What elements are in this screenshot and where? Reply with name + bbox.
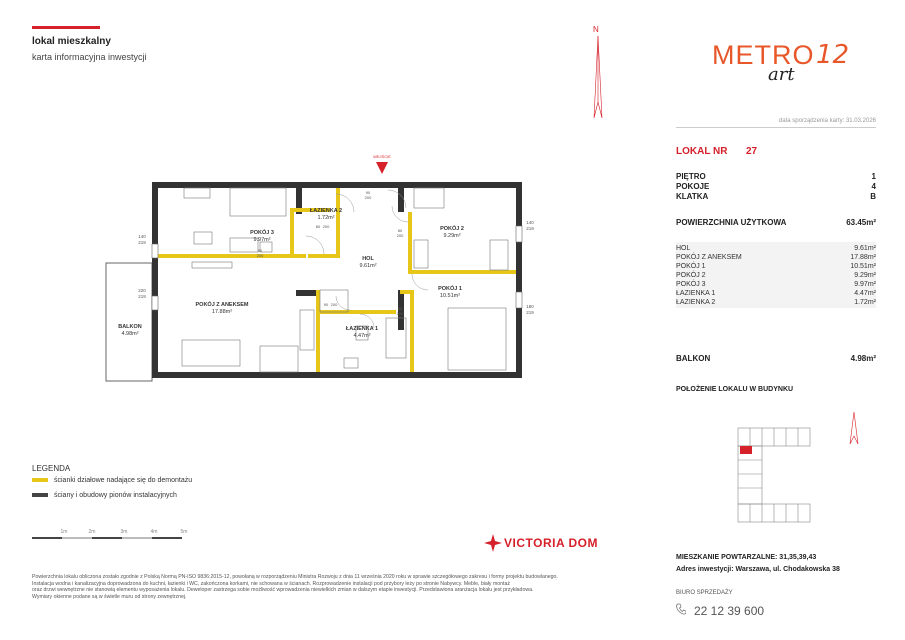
sales-office-label: BIURO SPRZEDAŻY (676, 590, 733, 596)
detail-rooms: POKOJE 4 (676, 182, 876, 191)
lokal-number-value: 27 (746, 146, 758, 157)
svg-text:80: 80 (397, 228, 403, 233)
balcony-area: BALKON 4.98m² (676, 354, 876, 363)
plan-room-area: 9.61m² (359, 263, 377, 269)
victoria-dom-logo: VICTORIA DOM (484, 532, 604, 554)
plan-room-name: BALKON (118, 324, 142, 330)
plan-room-area: 10.51m² (439, 293, 461, 299)
room-row: ŁAZIENKA 2 1.72m² (676, 299, 876, 306)
legend-item: ściany i obudowy pionów instalacyjnych (32, 492, 177, 499)
svg-text:140: 140 (138, 234, 146, 239)
divider (676, 127, 876, 128)
svg-text:200: 200 (396, 311, 404, 316)
logo-metro-text: METRO (712, 40, 815, 70)
issue-date: data sporządzenia karty: 31.03.2026 (778, 118, 876, 124)
phone-icon (676, 603, 688, 618)
building-location-plan (730, 420, 820, 530)
svg-text:4m: 4m (150, 529, 158, 535)
entrance-label: WEJŚCIE (373, 154, 391, 159)
svg-text:140: 140 (526, 220, 534, 225)
legend-swatch (32, 493, 48, 497)
plan-room-area: 1.72m² (317, 215, 335, 221)
svg-text:180: 180 (526, 304, 534, 309)
phone-number: 22 12 39 600 (694, 604, 765, 618)
investment-address: Adres inwestycji: Warszawa, ul. Chodakowska 38 (676, 566, 840, 573)
header-accent-bar (32, 26, 100, 29)
victoria-star-icon (484, 534, 502, 552)
document-type: lokal mieszkalny (32, 36, 111, 47)
legend-item: ścianki działowe nadające się do demontażu (32, 477, 192, 484)
svg-text:200: 200 (330, 302, 338, 307)
lokal-number-label: LOKAL NR (676, 146, 728, 157)
logo-number-text: 12 (816, 40, 850, 70)
svg-text:200: 200 (364, 195, 372, 200)
svg-text:80: 80 (315, 224, 321, 229)
plan-room-area: 9.97m² (253, 237, 271, 243)
room-row: POKÓJ 3 9.97m² (676, 281, 876, 288)
usable-area: POWIERZCHNIA UŻYTKOWA 63.45m² (676, 218, 876, 227)
disclaimer: Powierzchnia lokalu obliczona zostało zgodnie z Polską Normą PN-ISO 9836:2015-12, powołaną w rozporządzeniu Ministra Rozwoju z dnia 11 września 2020 roku w sprawie szczegółowego zakresu i formy projektu budowlanego. Instalacja wodna i kanalizacyjna doprowadzona do kuchni, łazienki i WC, zakończona korkami, nie schowana w ścianach. Rozprowadzenie instalacji pod przybory leży po stronie Nabywcy. Meble, biały montaż oraz drzwi wewnętrzne nie stanowią elementu wyposażenia lokalu. Deweloper zastrzega sobie możliwość wprowadzenia niewielkich zmian w dalszym etapie inwestycji. Przedstawiona aranżacja lokalu jest przykładowa. Wymiary okienne podane są w świetle muru od strony zewnętrznej. (32, 574, 558, 600)
room-row: HOL 9.61m² (676, 245, 876, 252)
plan-room-name: ŁAZIENKA 2 (309, 208, 343, 214)
scale-bar (32, 528, 196, 542)
svg-text:2m: 2m (88, 529, 96, 535)
room-row: ŁAZIENKA 1 4.47m² (676, 290, 876, 297)
svg-text:90: 90 (365, 190, 371, 195)
entrance-arrow-icon (376, 162, 388, 174)
room-row: POKÓJ 1 10.51m² (676, 263, 876, 270)
metro-art-logo (712, 36, 852, 94)
svg-text:1m: 1m (60, 529, 68, 535)
svg-text:219: 219 (138, 294, 146, 299)
plan-room-name: POKÓJ 3 (250, 230, 274, 236)
svg-text:219: 219 (526, 226, 534, 231)
logo-art-text: art (768, 64, 795, 85)
plan-room-name: POKÓJ 2 (440, 226, 464, 232)
svg-text:200: 200 (256, 253, 264, 258)
north-label: N (593, 25, 599, 34)
detail-staircase: KLATKA B (676, 192, 876, 201)
plan-room-name: POKÓJ 1 (438, 286, 462, 292)
svg-text:219: 219 (138, 240, 146, 245)
room-row: POKÓJ 2 9.29m² (676, 272, 876, 279)
plan-room-area: 4.47m² (353, 333, 371, 339)
svg-text:219: 219 (526, 310, 534, 315)
svg-text:80: 80 (397, 306, 403, 311)
north-arrow-icon (588, 22, 608, 122)
plan-room-name: POKÓJ Z ANEKSEM (195, 302, 249, 308)
legend-swatch (32, 478, 48, 482)
room-row: POKÓJ Z ANEKSEM 17.88m² (676, 254, 876, 261)
svg-text:80: 80 (257, 248, 263, 253)
plan-room-name: HOL (362, 256, 374, 262)
plan-room-area: 9.29m² (443, 233, 461, 239)
legend-title: LEGENDA (32, 464, 71, 473)
plan-room-area: 4.98m² (121, 331, 139, 337)
svg-text:90: 90 (323, 302, 329, 307)
svg-text:5m: 5m (180, 529, 188, 535)
plan-room-area: 17.88m² (211, 309, 233, 315)
sales-phone[interactable] (676, 603, 764, 618)
svg-text:200: 200 (322, 224, 330, 229)
document-subtitle: karta informacyjna inwestycji (32, 52, 147, 62)
repeat-units: MIESZKANIE POWTARZALNE: 31,35,39,43 (676, 554, 817, 561)
svg-text:200: 200 (396, 233, 404, 238)
location-title: POŁOŻENIE LOKALU W BUDYNKU (676, 386, 794, 393)
plan-room-name: ŁAZIENKA 1 (345, 326, 379, 332)
svg-text:220: 220 (138, 288, 146, 293)
svg-text:3m: 3m (120, 529, 128, 535)
floor-plan (100, 150, 560, 395)
mini-north-icon (846, 410, 862, 446)
detail-floor: PIĘTRO 1 (676, 172, 876, 181)
